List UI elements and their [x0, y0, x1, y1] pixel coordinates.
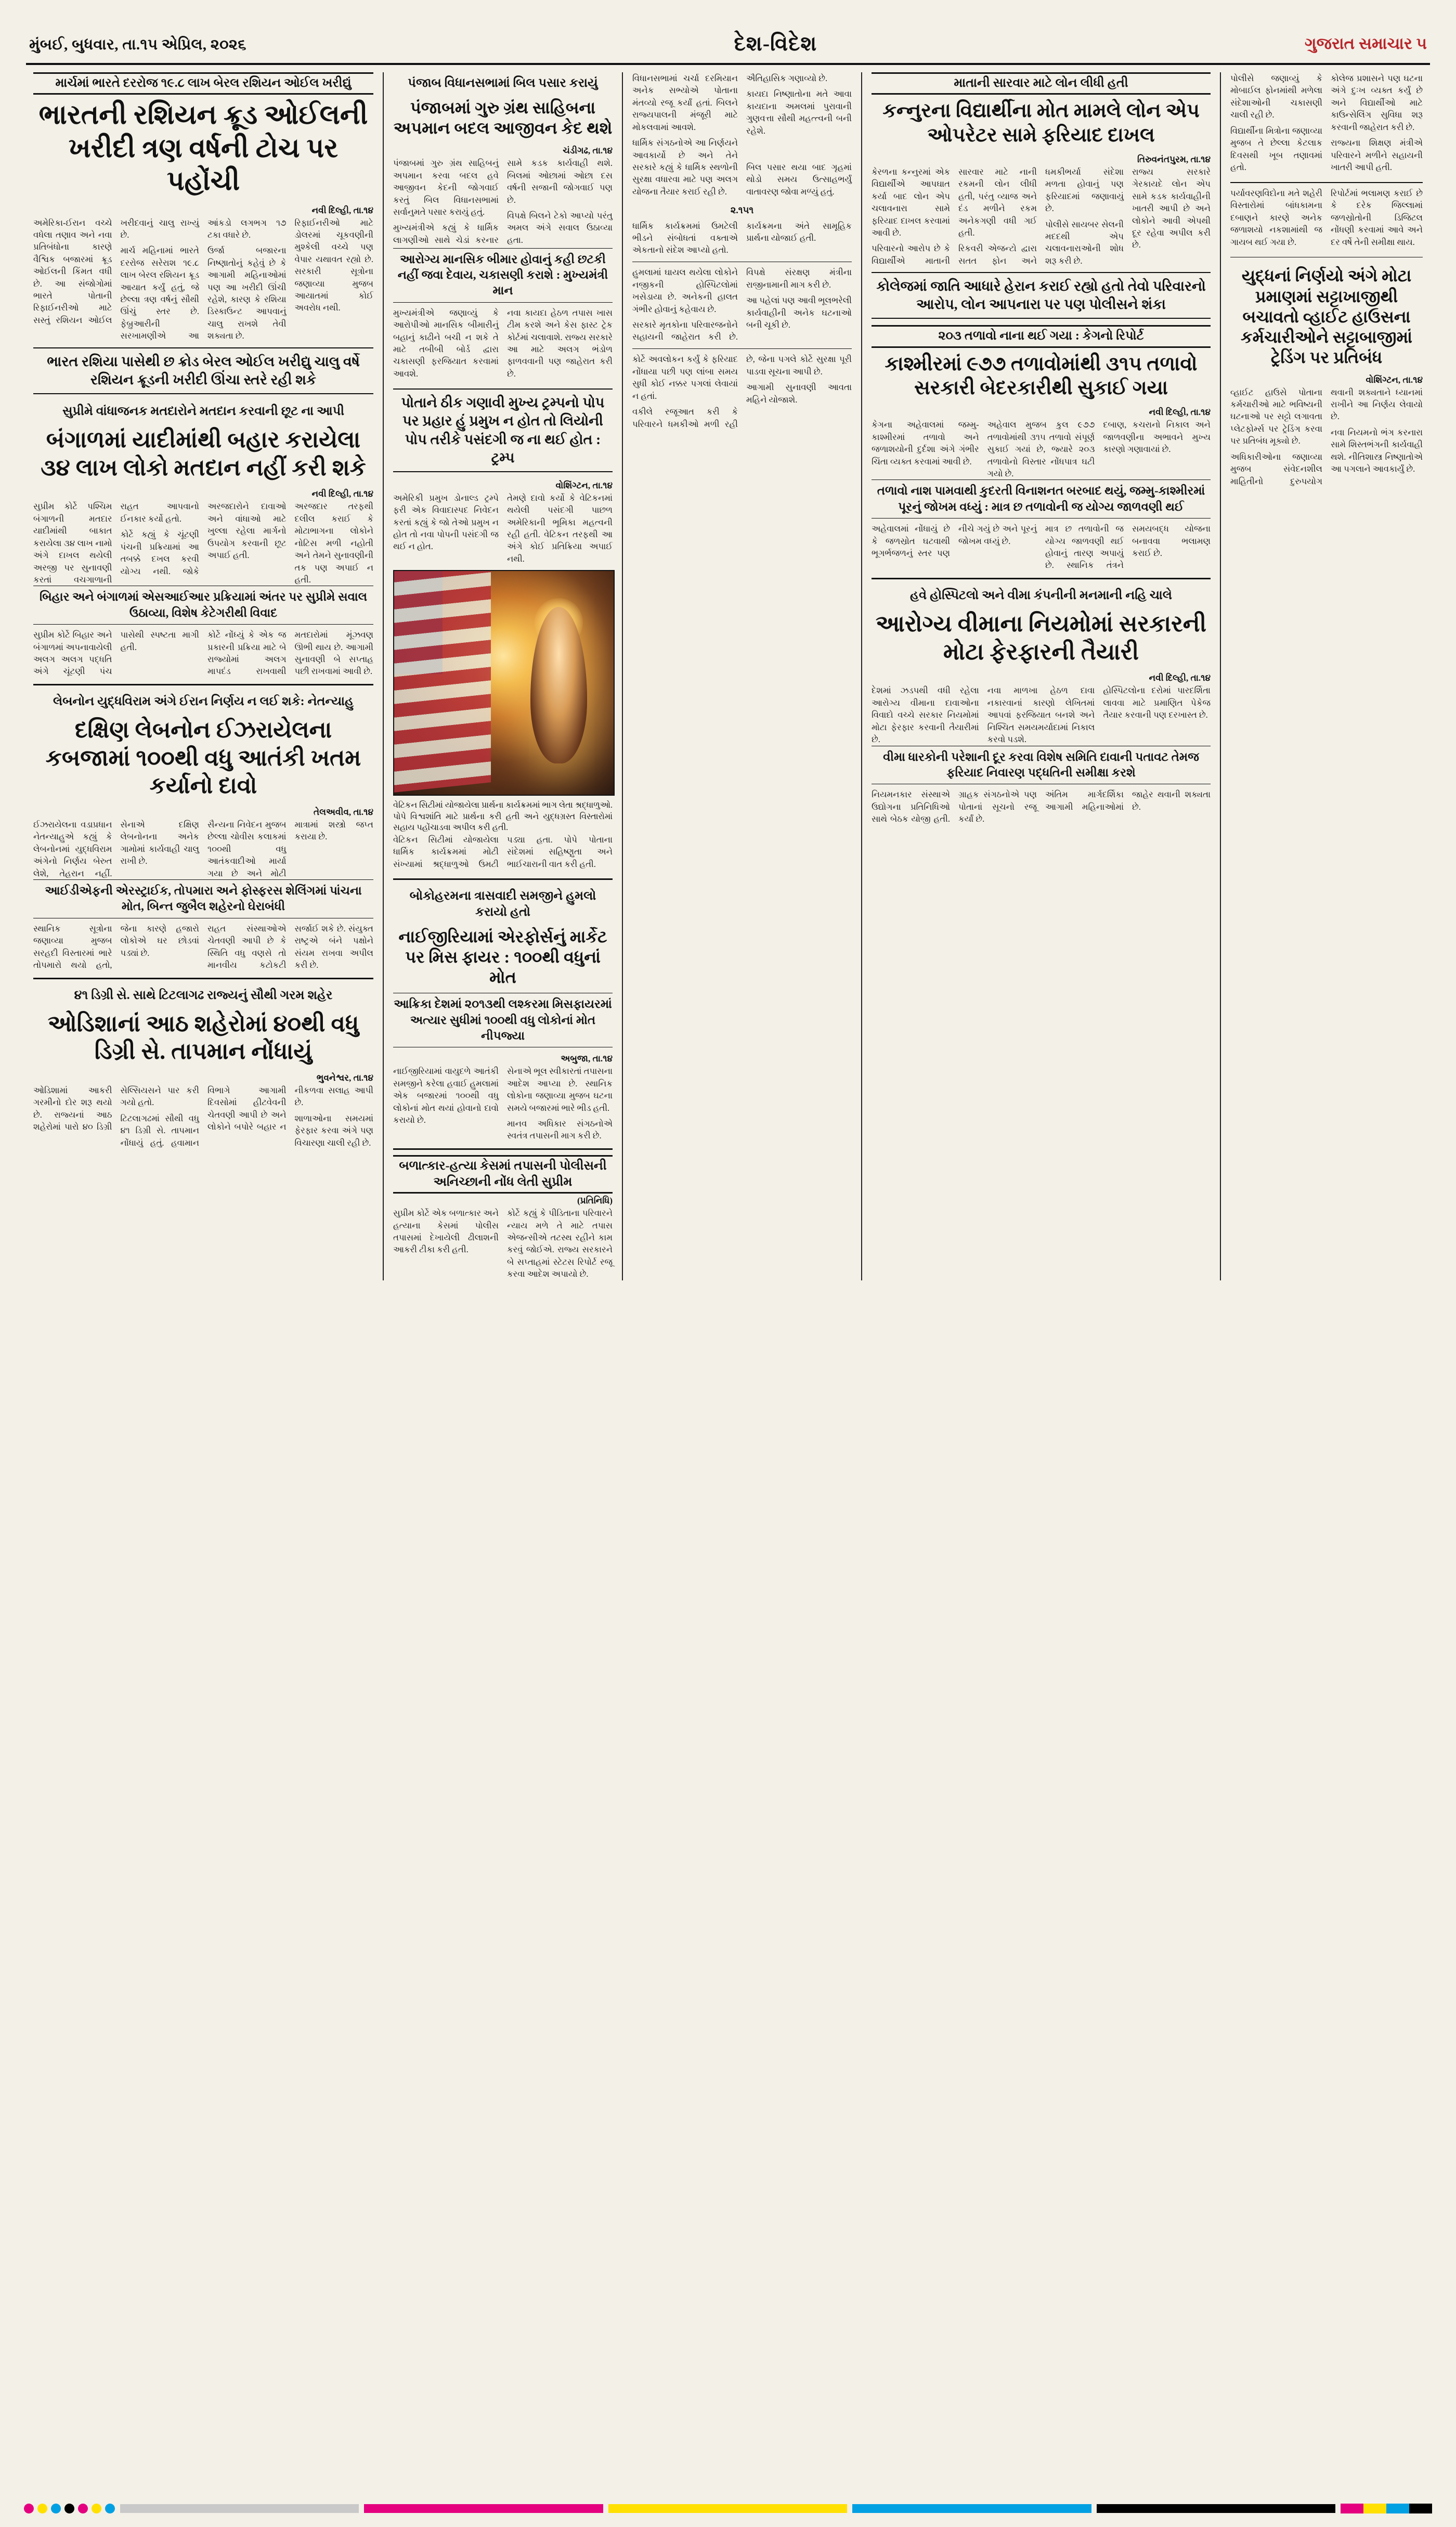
column-3 — [622, 72, 861, 1280]
column-1 — [24, 72, 383, 1280]
subhead: આઈડીએફની એરસ્ટ્રાઈક, તોપમારા અને ફોસ્ફરસ શેલિંગમાં પાંચના મોત, બિન્ત જુબૈલ શહેરનો ઘેરાબંધી — [33, 879, 373, 918]
paragraph: પંજાબમાં ગુરુ ગ્રંથ સાહિબનું અપમાન કરવા બદલ હવે આજીવન કેદની જોગવાઈ કરતું બિલ વિધાનસભામાં સર્વાનુમતે પસાર કરાયું હતું. — [393, 158, 499, 217]
kicker: લેબનોન યુદ્ધવિરામ અંગે ઈરાન નિર્ણય ન લઈ શકે: નેતન્યાહુ — [53, 694, 354, 708]
swatch — [1386, 2504, 1409, 2513]
kicker: હવે હોસ્પિટલો અને વીમા કંપનીની મનમાની નહિ ચાલે — [910, 588, 1172, 602]
headline: બંગાળમાં યાદીમાંથી બહાર કરાયેલા ૩૪ લાખ લોકો મતદાન નહીં કરી શકે — [41, 427, 366, 481]
paragraph: ઉર્જા બજારના નિષ્ણાતોનું કહેવું છે કે આગામી મહિનાઓમાં પણ આ ખરીદી ઊંચી રહેશે, કારણ કે રશિયા ડિસ્કાઉન્ટ આપવાનું ચાલુ રાખશે તેવી શક્યતા છે. — [207, 245, 287, 341]
content-grid — [24, 72, 1432, 1280]
paragraph: સુપ્રીમ કોર્ટે બિહાર અને બંગાળમાં અપનાવાયેલી અલગ અલગ પદ્ધતિ અંગે ચૂંટણી પંચ પાસેથી સ્પષ્ટતા માગી હતી. — [33, 630, 199, 677]
headline: યુદ્ધનાં નિર્ણયો અંગે મોટા પ્રમાણમાં સટ્ટાખાજીથી બચાવતો વ્હાઈટ હાઉસના કર્મચારીઓને સટ્ટાબાજીમાં ટ્રેડિંગ પર પ્રતિબંધ — [1241, 266, 1412, 367]
paragraph: બિલ પસાર થયા બાદ ગૃહમાં થોડો સમય ઉત્સાહભર્યું વાતાવરણ જોવા મળ્યું હતું. — [746, 162, 852, 197]
pull-quote: ભારત રશિયા પાસેથી છ ક્રોડ બેરલ ઓઈલ ખરીદ્યુ ચાલુ વર્ષે રશિયન ક્રૂડની ખરીદી ઊંચા સ્તરે રહી શકે — [33, 347, 373, 394]
paragraph: હોસ્પિટલોના દરોમાં પારદર્શિતા લાવવા માટે પ્રમાણિત પેકેજ તૈયાર કરવાની પણ દરખાસ્ત છે. — [1103, 685, 1211, 720]
paragraph: વિદ્યાર્થીના મિત્રોના જણાવ્યા મુજબ તે છેલ્લા કેટલાક દિવસથી ખૂબ તણાવમાં હતો. — [1230, 125, 1322, 172]
kicker: ૨૦૩ તળાવો નાના થઈ ગયા : કેગનો રિપોર્ટ — [872, 325, 1211, 347]
kicker: બોકોહરમના ત્રાસવાદી સમજીને હુમલો કરાયો હતો — [409, 889, 596, 919]
swatch — [1409, 2504, 1432, 2513]
article-body — [632, 353, 852, 430]
headline: કન્નુરના વિદ્યાર્થીના મોત મામલે લોન એપ ઓપરેટર સામે ફરિયાદ દાખલ — [882, 100, 1200, 146]
divider — [33, 684, 373, 685]
paragraph: નવા કાયદા હેઠળ તપાસ ખાસ ટીમ કરશે અને કેસ ફાસ્ટ ટ્રેક કોર્ટમાં ચલાવાશે. રાજ્ય સરકારે આ માટે અલગ ભંડોળ ફાળવવાની પણ જાહેરાત કરી છે. — [507, 307, 613, 379]
paragraph: અધિકારીઓના જણાવ્યા મુજબ સંવેદનશીલ માહિતીનો દુરુપયોગ થવાની શક્યતાને ધ્યાનમાં રાખીને આ નિર્ણય લેવાયો છે. — [1230, 387, 1423, 486]
article-body — [872, 419, 1211, 480]
divider — [393, 1148, 613, 1150]
paragraph: પર્યાવરણવિદોના મતે શહેરી વિસ્તારોમાં બાંધકામના દબાણને કારણે અનેક જળાશયો નકશામાંથી જ ગાયબ થઈ ગયા છે. — [1230, 188, 1322, 247]
article-body — [872, 684, 1211, 745]
dateline: અબુજા, તા.૧૪ — [561, 1054, 613, 1064]
dateline: વોશિંગ્ટન, તા.૧૪ — [555, 480, 613, 490]
paragraph: કોર્ટે કહ્યું કે પીડિતાના પરિવારને ન્યાય મળે તે માટે તપાસ એજન્સીએ તટસ્થ રહીને કામ કરવું જોઈએ. રાજ્ય સરકારને બે સપ્તાહમાં સ્ટેટસ રિપોર્ટ રજૂ કરવા આદેશ અપાયો છે. — [507, 1208, 613, 1279]
paragraph: વેટિકન સિટીમાં યોજાયેલા ધાર્મિક કાર્યક્રમમાં મોટી સંખ્યામાં શ્રદ્ધાળુઓ ઉમટી પડ્યા હતા. પોપે પોતાના સંદેશમાં સહિષ્ણુતા અને ભાઈચારાની વાત કરી હતી. — [393, 835, 613, 869]
photo-note: ૨.૧૫૧ — [730, 205, 754, 216]
headline: પંજાબમાં ગુરુ ગ્રંથ સાહિબના અપમાન બદલ આજીવન કેદ થશે — [393, 98, 613, 138]
paragraph: સુપ્રીમ કોર્ટે એક બળાત્કાર અને હત્યાના કેસમાં પોલીસ તપાસમાં દેખાયેલી ઢીલાશની આકરી ટીકા કરી હતી. — [393, 1208, 499, 1255]
paragraph: સ્થાનિક સૂત્રોના જણાવ્યા મુજબ સરહદી વિસ્તારમાં ભારે તોપમારો થયો હતો, જેના કારણે હજારો લોકોએ ઘર છોડવાં પડ્યાં છે. — [33, 923, 199, 970]
paragraph: ધાર્મિક સંગઠનોએ આ નિર્ણયને આવકાર્યો છે અને તેને ઐતિહાસિક ગણાવ્યો છે. — [632, 73, 828, 160]
paragraph: આગામી સુનાવણી આવતા મહિને યોજાશે. — [746, 382, 852, 405]
paragraph: નાઈજીરિયામાં વાયુદળે આતંકી સમજીને કરેલા હવાઈ હુમલામાં એક બજારમાં ૧૦૦થી વધુ લોકોનાં મોત થયાં હોવાનો દાવો કરાયો છે. — [393, 1066, 499, 1125]
paragraph: સરકારે મૃતકોના પરિવારજનોને સહાયની જાહેરાત કરી છે. વિપક્ષે સંરક્ષણ મંત્રીના રાજીનામાની માગ કરી છે. — [632, 267, 852, 342]
paragraph: આ પહેલાં પણ આવી ભૂલભરેલી કાર્યવાહીની અનેક ઘટનાઓ બની ચૂકી છે. — [746, 295, 852, 330]
paragraph: સૈન્યના નિવેદન મુજબ છેલ્લા ચોવીસ કલાકમાં ૧૦૦થી વધુ આતંકવાદીઓ માર્યા ગયા છે અને મોટી માત્રામાં શસ્ત્રો જપ્ત કરાયા છે. — [207, 820, 373, 878]
kicker: ૪૧ ડિગ્રી સે. સાથે ટિટલાગઢ રાજ્યનું સૌથી ગરમ શહેર — [74, 988, 333, 1002]
paragraph: પરિવારનો આરોપ છે કે વિદ્યાર્થીએ માતાની સારવાર માટે નાની રકમની લોન લીધી હતી, પરંતુ વ્યાજ અને દંડ મળીને રકમ અનેકગણી વધી ગઈ હતી. — [872, 166, 1037, 266]
headline: દક્ષિણ લેબનોન ઈઝરાયેલના કબજામાં ૧૦૦થી વધુ આતંકી ખતમ કર્યાનો દાવો — [45, 717, 361, 799]
article-rape-murder-supreme — [393, 1155, 613, 1280]
paragraph: શાળાઓના સમયમાં ફેરફાર કરવા અંગે પણ વિચારણા ચાલી રહી છે. — [294, 1113, 373, 1148]
paragraph: ઓડિશામાં આકરી ગરમીનો દોર શરૂ થયો છે. રાજ્યનાં આઠ શહેરોમાં પારો ૪૦ ડિગ્રી સેલ્સિયસને પાર કરી ગયો હતો. — [33, 1085, 199, 1132]
edition-line: મુંબઈ, બુધવાર, તા.૧૫ એપ્રિલ, ૨૦૨૬ — [29, 36, 246, 53]
kicker: માતાની સારવાર માટે લોન લીધી હતી — [872, 72, 1211, 95]
paragraph: રિકવરી એજન્ટો દ્વારા સતત ફોન અને ધમકીભર્યા સંદેશા મળતા હોવાનું પણ ફરિયાદમાં જણાવાયું છે. — [958, 166, 1124, 266]
article-body-2 — [632, 161, 852, 201]
gray-bar — [120, 2504, 359, 2513]
paragraph: મુખ્યમંત્રીએ કહ્યું કે ધાર્મિક લાગણીઓ સાથે ચેડાં કરનાર સામે કડક કાર્યવાહી થશે. બિલમાં ઓછામાં ઓછા દસ વર્ષની સજાની જોગવાઈ પણ છે. — [393, 158, 613, 245]
divider — [872, 578, 1211, 579]
paragraph: રિપોર્ટમાં ભલામણ કરાઈ છે કે દરેક જિલ્લામાં જળસ્રોતોની ડિજિટલ નોંધણી કરવામાં આવે અને દર વર્ષે તેની સમીક્ષા થાય. — [1331, 188, 1423, 247]
article-body — [1230, 386, 1423, 487]
article-kannur-continuation — [1230, 72, 1423, 183]
paragraph: ટિટલાગઢમાં સૌથી વધુ ૪૧ ડિગ્રી સે. તાપમાન નોંધાયું હતું. હવામાન વિભાગે આગામી દિવસોમાં હીટવેવની ચેતવણી આપી છે અને લોકોને બપોરે બહાર ન નીકળવા સલાહ આપી છે. — [120, 1085, 373, 1148]
article-body-2 — [872, 788, 1211, 825]
paragraph: અમેરિકી પ્રમુખ ડોનાલ્ડ ટ્રમ્પે ફરી એક વિવાદાસ્પદ નિવેદન કરતાં કહ્યું કે જો તેઓ પ્રમુખ ન હોત તો નવા પોપની પસંદગી જ થઈ ન હોત. — [393, 493, 499, 552]
paragraph: કેરળના કન્નુરમાં એક વિદ્યાર્થીએ આપઘાત કર્યા બાદ લોન એપ ચલાવનારા સામે ફરિયાદ દાખલ કરવામાં આવી છે. — [872, 166, 950, 238]
column-5 — [1220, 72, 1432, 1280]
headline: નાઈજીરિયામાં એરફોર્સનું માર્કેટ પર મિસ ફાયર : ૧૦૦થી વધુનાં મોત — [398, 927, 607, 987]
black-bar — [1097, 2504, 1335, 2513]
article-punjab-bill — [393, 72, 613, 383]
paragraph: માનવ અધિકાર સંગઠનોએ સ્વતંત્ર તપાસની માગ કરી છે. — [507, 1119, 613, 1141]
article-body-photo — [393, 834, 613, 872]
article-body-3 — [632, 220, 852, 256]
article-body — [632, 266, 852, 343]
masthead-rule — [26, 63, 1430, 65]
paragraph: અહેવાલ મુજબ કુલ ૯૭૭ તળાવોમાંથી ૩૧૫ તળાવો સંપૂર્ણ સુકાઈ ગયાં છે, જ્યારે ૨૦૩ તળાવોનો વિસ્તાર નોંધપાત્ર ઘટી ગયો છે. — [987, 420, 1095, 479]
divider — [1230, 257, 1423, 258]
paragraph: માર્ચ મહિનામાં ભારતે દરરોજ સરેરાશ ૧૯.૮ લાખ બેરલ રશિયન ક્રૂડ આયાત કર્યું હતું, જે છેલ્લા ત્રણ વર્ષનું સૌથી ઊંચું સ્તર છે. ફેબ્રુઆરીની સરખામણીએ આ આંકડો લગભગ ૧૭ ટકા વધારે છે. — [120, 217, 287, 341]
divider — [632, 348, 852, 349]
article-odisha-heat — [33, 984, 373, 1149]
paragraph: કાયદા નિષ્ણાતોના મતે આવા કાયદાના અમલમાં પુરાવાની ગુણવત્તા સૌથી મહત્ત્વની બની રહેશે. — [746, 89, 852, 136]
paragraph: અમેરિકા-ઈરાન વચ્ચે વધેલા તણાવ અને નવા પ્રતિબંધોના કારણે વૈશ્વિક બજારમાં ક્રૂડ ઓઈલની કિંમત વધી છે. આ સંજોગોમાં ભારતે પોતાની રિફાઈનરીઓ માટે સસ્તું રશિયન ઓઈલ ખરીદવાનું ચાલુ રાખ્યું છે. — [33, 217, 199, 325]
article-body — [33, 500, 373, 586]
article-supreme-case-continuation — [632, 353, 852, 430]
article-body — [393, 1065, 613, 1142]
swatch — [1363, 2504, 1386, 2513]
paragraph: તેમણે દાવો કર્યો કે વેટિકનમાં થયેલી પસંદગી પાછળ અમેરિકાની ભૂમિકા મહત્વની રહી હતી. વેટિકન તરફથી આ અંગે કોઈ પ્રતિક્રિયા અપાઈ નથી. — [507, 493, 613, 564]
subhead: આરોગ્ય માનસિક બીમાર હોવાનું કહી છટકી નહીં જવા દેવાય, ચકાસણી કરાશે : મુખ્યમંત્રી માન — [393, 248, 613, 303]
dateline: તેલઅવીવ, તા.૧૪ — [313, 807, 373, 817]
paragraph: કોર્ટે નોંધ્યું કે એક જ પ્રકારની પ્રક્રિયા માટે બે રાજ્યોમાં અલગ માપદંડ રાખવાથી મતદારોમાં મૂંઝવણ ઊભી થાય છે. આગામી સુનાવણી બે સપ્તાહ પછી રાખવામાં આવી છે. — [207, 630, 373, 677]
paragraph: દેશમાં ઝડપથી વધી રહેલા આરોગ્ય વીમાના દાવાઓના વિવાદો વચ્ચે સરકાર નિયમોમાં મોટા ફેરફાર કરવાની તૈયારીમાં છે. — [872, 685, 979, 745]
article-body — [393, 157, 613, 248]
dateline: (પ્રતિનિધિ) — [577, 1196, 613, 1206]
headline: આરોગ્ય વીમાના નિયમોમાં સરકારની મોટા ફેરફારની તૈયારી — [875, 611, 1207, 665]
section-title: દેશ-વિદેશ — [734, 32, 817, 55]
article-kashmir-continuation — [1230, 187, 1423, 258]
column-2 — [383, 72, 622, 1280]
paragraph: વિપક્ષે બિલને ટેકો આપ્યો પરંતુ અમલ અંગે સવાલ ઉઠાવ્યા હતા. — [507, 210, 613, 245]
yellow-bar — [608, 2504, 847, 2513]
cyan-bar — [852, 2504, 1091, 2513]
paragraph: પોલીસે જણાવ્યું કે મોબાઈલ ફોનમાંથી મળેલા સંદેશાઓની ચકાસણી ચાલી રહી છે. — [1230, 73, 1322, 120]
paragraph: કોલેજ પ્રશાસને પણ ઘટના અંગે દુઃખ વ્યક્ત કર્યું છે અને વિદ્યાર્થીઓ માટે કાઉન્સેલિંગ સુવિધા શરૂ કરવાની જાહેરાત કરી છે. — [1331, 73, 1423, 132]
kicker: બળાત્કાર-હત્યા કેસમાં તપાસની પોલીસની અનિચ્છાની નોંધ લેતી સુપ્રીમ — [393, 1155, 613, 1194]
article-bengal-voter-list — [33, 400, 373, 685]
article-body — [632, 72, 852, 161]
dateline: નવી દિલ્હી, તા.૧૪ — [1149, 673, 1211, 683]
magenta-bar — [364, 2504, 603, 2513]
article-russian-oil-import — [33, 72, 373, 394]
paragraph: કેગના અહેવાલમાં જમ્મુ-કાશ્મીરમાં તળાવો અને જળાશયોની દુર્દશા અંગે ગંભીર ચિંતા વ્યક્ત કરવામાં આવી છે. — [872, 420, 979, 466]
paragraph: કોર્ટે અવલોકન કર્યું કે ફરિયાદ નોંધાયા પછી પણ લાંબા સમય સુધી કોઈ નક્કર પગલાં લેવાયાં ન હતાં. — [632, 354, 738, 401]
paragraph: વકીલે રજૂઆત કરી કે પરિવારને ધમકીઓ મળી રહી છે, જેના પગલે કોર્ટે સુરક્ષા પૂરી પાડવા સૂચના આપી છે. — [632, 354, 852, 429]
paragraph: અરજદાર તરફથી દલીલ કરાઈ કે મોટાભાગના લોકોને નોટિસ મળી નહોતી અને તેમને સુનાવણીની તક પણ અપાઈ ન હતી. — [294, 501, 373, 585]
paragraph: રાજ્ય સરકારે ગેરકાયદે લોન એપ સામે કડક કાર્યવાહીની ખાતરી આપી છે અને લોકોને આવી એપથી દૂર રહેવા અપીલ કરી છે. — [1132, 166, 1211, 250]
paragraph: નવા નિયમનો ભંગ કરનારા સામે શિસ્તભંગની કાર્યવાહી થશે. નીતિશાસ્ત્ર નિષ્ણાતોએ આ પગલાને આવકાર્યું છે. — [1331, 427, 1423, 474]
paragraph: દબાણ, કચરાનો નિકાલ અને જાળવણીના અભાવને મુખ્ય કારણો ગણાવાયાં છે. — [1103, 420, 1211, 455]
color-swatches — [1341, 2504, 1432, 2513]
kicker: પંજાબ વિધાનસભામાં બિલ પસાર કરાયું — [408, 76, 598, 90]
headline: કાશ્મીરમાં ૯૭૭ તળાવોમાંથી ૩૧૫ તળાવો સરકારી બેદરકારીથી સુકાઈ ગયા — [885, 353, 1198, 399]
article-body — [33, 1084, 373, 1149]
color-dot — [64, 2504, 74, 2513]
paragraph: માત્ર છ તળાવોની જ યોગ્ય જાળવણી થઈ હોવાનું તારણ અપાયું છે. સ્થાનિક તંત્રને સમયબદ્ધ યોજના બનાવવા ભલામણ કરાઈ છે. — [1045, 524, 1211, 571]
paragraph: રાહત સંસ્થાઓએ ચેતવણી આપી છે કે સ્થિતિ વધુ વણસે તો માનવીય કટોકટી સર્જાઈ શકે છે. સંયુક્ત રાષ્ટ્રએ બંને પક્ષોને સંયમ રાખવા અપીલ કરી છે. — [207, 923, 373, 970]
registration-dots — [24, 2504, 115, 2513]
swatch — [1341, 2504, 1363, 2513]
paragraph: ધાર્મિક કાર્યક્રમમાં ઉમટેલી ભીડને સંબોધતાં વક્તાએ એકતાનો સંદેશ આપ્યો હતો. — [632, 221, 738, 255]
article-body-2 — [33, 629, 373, 678]
divider — [1230, 182, 1423, 183]
article-body-2 — [393, 307, 613, 384]
article-body-trump — [393, 492, 613, 565]
article-health-insurance-rules — [872, 585, 1211, 825]
paragraph: ઈઝરાયેલના વડાપ્રધાન નેતન્યાહુએ કહ્યું કે લેબનોનમાં યુદ્ધવિરામ અંગેનો નિર્ણય બેરુત લેશે, તેહરાન નહીં. સેનાએ દક્ષિણ લેબનોનના અનેક ગામોમાં કાર્યવાહી ચાલુ રાખી છે. — [33, 820, 199, 878]
paragraph: સરકારે કહ્યું કે ધાર્મિક સ્થળોની સુરક્ષા વધારવા માટે પણ અલગ યોજના તૈયાર કરાઈ રહી છે. — [632, 162, 738, 197]
dateline: ભુવનેશ્વર, તા.૧૪ — [316, 1073, 373, 1083]
paragraph: કાર્યક્રમના અંતે સામૂહિક પ્રાર્થના યોજાઈ હતી. — [746, 221, 852, 243]
kicker: માર્ચમાં ભારતે દરરોજ ૧૯.૮ લાખ બેરલ રશિયન ઓઈલ ખરીદ્યું — [33, 72, 373, 95]
pull-quote: કોલેજમાં જાતિ આધારે હેરાન કરાઈ રહ્યો હતો તેવો પરિવારનો આરોપ, લોન આપનારા પર પણ પોલીસને શંકા — [872, 272, 1211, 319]
paragraph: વ્હાઈટ હાઉસે પોતાના કર્મચારીઓ માટે ભવિષ્યની ઘટનાઓ પર સટ્ટો લગાવતા પ્લેટફોર્મ્સ પર ટ્રેડિંગ કરવા પર પ્રતિબંધ મૂક્યો છે. — [1230, 387, 1322, 446]
article-body — [33, 819, 373, 879]
column-4 — [861, 72, 1220, 1280]
dateline: ચંડીગઢ, તા.૧૪ — [563, 146, 613, 156]
paragraph: પોલીસે સાયબર સેલની મદદથી એપ ચલાવનારાઓની શોધ શરૂ કરી છે. — [1045, 219, 1124, 266]
photo-caption: વેટિકન સિટીમાં યોજાયેલા પ્રાર્થના કાર્યક્રમમાં ભાગ લેતા શ્રદ્ધાળુઓ. પોપે વિશ્વશાંતિ માટે પ્રાર્થના કરી હતી અને યુદ્ધગ્રસ્ત વિસ્તારોમાં સહાય પહોંચાડવા અપીલ કરી હતી. — [393, 801, 613, 833]
dateline: નવી દિલ્હી, તા.૧૪ — [311, 489, 373, 499]
article-nigeria-air-force — [393, 885, 613, 1150]
paragraph: અહેવાલમાં નોંધાયું છે કે જળસ્રોત ઘટવાથી ભૂગર્ભજળનું સ્તર પણ નીચે ગયું છે અને પૂરનું જોખમ વધ્યું છે. — [872, 524, 1037, 559]
kicker: સુપ્રીમે વાંધાજનક મતદારોને મતદાન કરવાની છૂટ ના આપી — [62, 404, 345, 418]
dateline: નવી દિલ્હી, તા.૧૪ — [311, 205, 373, 215]
article-body-2 — [33, 923, 373, 971]
subhead: વીમા ધારકોની પરેશાની દૂર કરવા વિશેષ સમિતિ દાવાની પતાવટ તેમજ ફરિયાદ નિવારણ પદ્ધતિની સમીક્ષા કરશે — [872, 746, 1211, 785]
color-dot — [92, 2504, 101, 2513]
divider — [393, 878, 613, 880]
article-body — [393, 1207, 613, 1280]
article-punjab-bill-continuation — [632, 72, 852, 262]
article-kannur-loan-app — [872, 72, 1211, 319]
subhead: આક્રિકા દેશમાં ૨૦૧૩થી લશ્કરમા મિસફાયરમાં અત્યાર સુધીમાં ૧૦૦થી વધુ લોકોનાં મોત નીપજ્યા — [393, 993, 613, 1047]
color-dot — [78, 2504, 88, 2513]
registration-color-bar — [24, 2504, 1432, 2513]
divider — [33, 978, 373, 979]
paragraph: વિધાનસભામાં ચર્ચા દરમિયાન અનેક સભ્યોએ પોતાના મંતવ્યો રજૂ કર્યાં હતાં. બિલને રાજ્યપાલની મંજૂરી માટે મોકલવામાં આવશે. — [632, 73, 738, 132]
paragraph: સુપ્રીમ કોર્ટે પશ્ચિમ બંગાળની મતદાર યાદીમાંથી બાકાત કરાયેલા ૩૪ લાખ નામો અંગે દાખલ થયેલી અરજી પર સુનાવણી કરતાં વચગાળાની રાહત આપવાનો ઈનકાર કર્યો હતો. — [33, 501, 199, 585]
paragraph: કોર્ટે કહ્યું કે ચૂંટણી પંચની પ્રક્રિયામાં આ તબક્કે દખલ કરવી યોગ્ય નથી. જોકે અરજદારોને દાવાઓ અને વાંધાઓ માટે ખુલ્લા રહેલા માર્ગનો ઉપયોગ કરવાની છૂટ અપાઈ હતી. — [120, 501, 287, 576]
pull-quote-trump: પોતાને ઠીક ગણાવી મુખ્ય ટ્રમ્પનો પોપ પર પ્રહાર હું પ્રમુખ ન હોત તો લિયોની પોપ તરીકે પસંદગી જ ના થઈ હોત : ટ્રમ્પ — [393, 388, 613, 472]
paragraph: સેનાએ ભૂલ સ્વીકારતાં તપાસના આદેશ આપ્યા છે. સ્થાનિક લોકોના જણાવ્યા મુજબ ઘટના સમયે બજારમાં ભારે ભીડ હતી. — [507, 1066, 613, 1113]
paragraph: અંતિમ માર્ગદર્શિકા આગામી મહિનાઓમાં જાહેર થવાની શક્યતા છે. — [1045, 789, 1211, 812]
subhead: તળાવો નાશ પામવાથી કુદરતી વિનાશનત બરબાદ થયું, જમ્મુ-કાશ્મીરમાં પૂરનું જોખમ વધ્યું : માત્ર છ તળાવોની જ યોગ્ય જાળવણી થઈ — [872, 480, 1211, 519]
headline: ભારતની રશિયન ક્રૂડ ઓઈલની ખરીદી ત્રણ વર્ષની ટોચ પર પહોંચી — [38, 100, 368, 197]
paragraph: મુખ્યમંત્રીએ જણાવ્યું કે આરોપીઓ માનસિક બીમારીનું બહાનું કાઢીને બચી ન શકે તે માટે તબીબી બોર્ડ દ્વારા ચકાસણી ફરજિયાત કરવામાં આવશે. — [393, 307, 499, 379]
article-body — [1230, 72, 1423, 177]
news-photo — [393, 570, 615, 796]
paragraph: રિફાઈનરીઓ માટે ડોલરમાં ચૂકવણીની મુશ્કેલી વચ્ચે પણ વેપાર યથાવત રહ્યો છે. સરકારી સૂત્રોના જણાવ્યા મુજબ આયાતમાં કોઈ અવરોધ નથી. — [294, 217, 373, 313]
article-kashmir-ponds — [872, 325, 1211, 579]
article-body — [872, 166, 1211, 267]
subhead: બિહાર અને બંગાળમાં એસઆઈઆર પ્રક્રિયામાં અંતર પર સુપ્રીમે સવાલ ઉઠાવ્યા, વિશેષ કેટેગરીથી વિવાદ — [33, 586, 373, 625]
article-nigeria-continuation — [632, 266, 852, 349]
article-lebanon-ceasefire — [33, 691, 373, 979]
divider — [632, 262, 852, 263]
dateline: તિરુવનંતપુરમ, તા.૧૪ — [1137, 154, 1211, 164]
paper-name: ગુજરાત સમાચાર ૫ — [1304, 34, 1427, 53]
color-dot — [51, 2504, 61, 2513]
paragraph: નિયમનકાર સંસ્થાએ ઉદ્યોગના પ્રતિનિધિઓ સાથે બેઠક યોજી હતી. ગ્રાહક સંગઠનોએ પણ પોતાનાં સૂચનો રજૂ કર્યાં છે. — [872, 789, 1037, 824]
masthead — [24, 0, 1432, 59]
article-body-2 — [872, 523, 1211, 572]
article-white-house-trading-ban — [1230, 262, 1423, 487]
article-body — [1230, 187, 1423, 252]
color-dot — [24, 2504, 34, 2513]
paragraph: રાજ્યના શિક્ષણ મંત્રીએ પરિવારને મળીને સહાયની ખાતરી આપી હતી. — [1331, 138, 1423, 172]
paragraph: હુમલામાં ઘાયલ થયેલા લોકોને નજીકની હોસ્પિટલોમાં ખસેડાયા છે. અનેકની હાલત ગંભીર હોવાનું કહેવાય છે. — [632, 267, 738, 314]
dateline: વોશિંગ્ટન, તા.૧૪ — [1366, 374, 1423, 385]
article-body — [33, 217, 373, 342]
flag-stripes — [394, 570, 491, 793]
color-dot — [105, 2504, 115, 2513]
dateline: નવી દિલ્હી, તા.૧૪ — [1149, 407, 1211, 418]
color-dot — [37, 2504, 47, 2513]
paragraph: નવા માળખા હેઠળ દાવા નકારવાનાં કારણો લેખિતમાં આપવાં ફરજિયાત બનશે અને નિશ્ચિત સમયમર્યાદામાં નિકાલ કરવો પડશે. — [987, 685, 1095, 745]
headline: ઓડિશાનાં આઠ શહેરોમાં ૪૦થી વધુ ડિગ્રી સે. તાપમાન નોંધાયું — [47, 1010, 359, 1065]
